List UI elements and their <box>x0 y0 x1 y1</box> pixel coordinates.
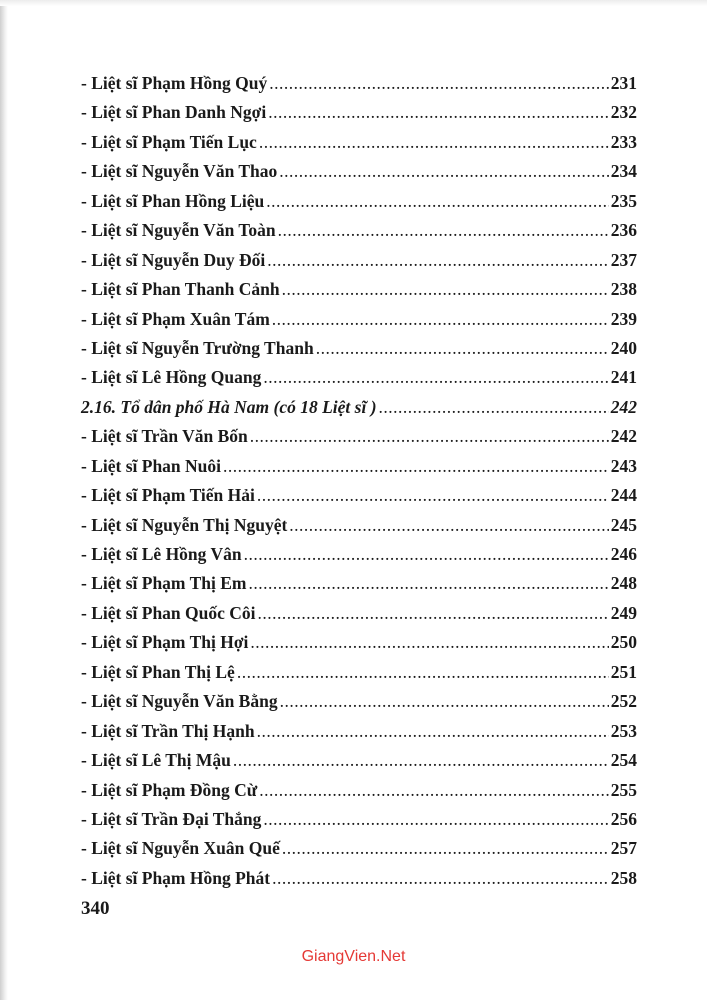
toc-entry <box>81 334 637 363</box>
toc-entry-label: - Liệt sĩ Phan Quốc Côi <box>81 602 256 623</box>
toc-entry-label: - Liệt sĩ Phạm Tiến Hải <box>81 485 255 506</box>
toc-section-heading <box>81 393 637 422</box>
toc-entry-page: 242 <box>610 396 637 417</box>
dot-leader <box>223 452 609 481</box>
toc-entry-page: 238 <box>610 279 637 300</box>
toc-entry-page: 243 <box>610 455 637 476</box>
toc-entry-page: 252 <box>610 691 637 712</box>
dot-leader <box>269 69 609 98</box>
dot-leader <box>289 511 608 540</box>
toc-entry-page: 254 <box>610 750 637 771</box>
toc-entry <box>81 128 637 157</box>
dot-leader <box>282 834 609 863</box>
toc-entry-page: 248 <box>610 573 637 594</box>
toc-entry-label: - Liệt sĩ Phan Hồng Liệu <box>81 190 265 211</box>
toc-entry-label: - Liệt sĩ Phạm Tiến Lục <box>81 131 257 152</box>
dot-leader <box>233 746 609 775</box>
dot-leader <box>279 157 608 186</box>
dot-leader <box>250 628 608 657</box>
toc-entry-page: 258 <box>610 867 637 888</box>
toc-entry-page: 245 <box>610 514 637 535</box>
toc-entry-page: 244 <box>610 485 637 506</box>
dot-leader <box>237 658 609 687</box>
toc-entry-page: 249 <box>610 602 637 623</box>
toc-entry-page: 255 <box>610 779 637 800</box>
dot-leader <box>278 216 609 245</box>
toc-entry-page: 231 <box>610 73 637 93</box>
toc-entry <box>81 305 637 334</box>
toc-entry-page: 242 <box>610 426 637 447</box>
toc-entry <box>81 569 637 598</box>
page-edge-shadow <box>0 0 8 1000</box>
dot-leader <box>257 481 609 510</box>
toc-entry <box>81 481 637 510</box>
toc-entry-page: 235 <box>610 190 637 211</box>
toc-entry <box>81 275 637 304</box>
page-number: 340 <box>81 898 110 919</box>
toc-entry <box>81 834 637 863</box>
toc-entry-page: 233 <box>610 131 637 152</box>
toc-entry <box>81 246 637 275</box>
dot-leader <box>272 864 609 893</box>
toc-entry <box>81 864 637 893</box>
toc-entry-label: - Liệt sĩ Nguyễn Trường Thanh <box>81 337 314 358</box>
dot-leader <box>248 569 608 598</box>
dot-leader <box>259 776 608 805</box>
toc-entry-label: - Liệt sĩ Phan Thanh Cảnh <box>81 279 280 300</box>
dot-leader <box>268 98 609 127</box>
toc-entry <box>81 511 637 540</box>
toc-entry-page: 241 <box>610 367 637 388</box>
toc-entry-label: - Liệt sĩ Phan Thị Lệ <box>81 661 235 682</box>
page-top-shadow <box>0 0 707 6</box>
toc-entry-label: - Liệt sĩ Phạm Xuân Tám <box>81 308 270 329</box>
toc-entry-label: - Liệt sĩ Phạm Hồng Quý <box>81 73 268 93</box>
toc-entry <box>81 187 637 216</box>
dot-leader <box>379 393 609 422</box>
dot-leader <box>267 246 609 275</box>
toc-entry-label: - Liệt sĩ Phạm Hồng Phát <box>81 867 271 888</box>
toc-entry-label: - Liệt sĩ Trần Đại Thắng <box>81 808 262 829</box>
toc-entry <box>81 805 637 834</box>
toc-entry <box>81 157 637 186</box>
toc-entry-page: 250 <box>610 632 637 653</box>
dot-leader <box>258 599 609 628</box>
toc-entry <box>81 687 637 716</box>
toc-entry-page: 236 <box>610 220 637 241</box>
toc-entry-label: - Liệt sĩ Trần Văn Bốn <box>81 426 248 447</box>
dot-leader <box>257 717 609 746</box>
toc-entry <box>81 776 637 805</box>
watermark-text: GiangVien.Net <box>301 948 406 965</box>
toc-entry-page: 253 <box>610 720 637 741</box>
dot-leader <box>266 187 608 216</box>
toc-entry <box>81 98 637 127</box>
dot-leader <box>250 422 609 451</box>
toc-entry-label: - Liệt sĩ Nguyễn Duy Đối <box>81 249 266 270</box>
dot-leader <box>263 363 608 392</box>
toc-entry-page: 251 <box>610 661 637 682</box>
toc-entry <box>81 658 637 687</box>
toc-entry-label: - Liệt sĩ Phạm Thị Hợi <box>81 632 249 653</box>
dot-leader <box>280 687 609 716</box>
dot-leader <box>272 305 609 334</box>
toc-entry-page: 246 <box>610 544 637 564</box>
toc-entry <box>81 216 637 245</box>
dot-leader <box>282 275 609 304</box>
toc-entry-label: - Liệt sĩ Nguyễn Văn Thao <box>81 161 278 182</box>
table-of-contents <box>81 69 637 893</box>
toc-entry-label: - Liệt sĩ Phan Danh Ngợi <box>81 102 267 123</box>
toc-entry <box>81 363 637 392</box>
toc-entry-page: 256 <box>610 808 637 829</box>
toc-entry-page: 240 <box>610 337 637 358</box>
toc-entry-label: - Liệt sĩ Nguyễn Văn Toàn <box>81 220 276 241</box>
toc-entry-page: 239 <box>610 308 637 329</box>
toc-entry-label: - Liệt sĩ Trần Thị Hạnh <box>81 720 255 741</box>
toc-entry <box>81 452 637 481</box>
toc-entry-label: - Liệt sĩ Lê Thị Mậu <box>81 750 231 771</box>
toc-entry-page: 232 <box>610 102 637 123</box>
toc-entry <box>81 422 637 451</box>
toc-entry <box>81 746 637 775</box>
toc-entry-label: - Liệt sĩ Nguyễn Xuân Quế <box>81 838 280 859</box>
toc-entry-label: - Liệt sĩ Lê Hồng Vân <box>81 544 242 564</box>
toc-entry-label: - Liệt sĩ Nguyễn Thị Nguyệt <box>81 514 288 535</box>
toc-entry-page: 257 <box>610 838 637 859</box>
toc-entry-page: 234 <box>610 161 637 182</box>
dot-leader <box>316 334 609 363</box>
toc-entry <box>81 69 637 98</box>
toc-entry-label: - Liệt sĩ Phạm Thị Em <box>81 573 247 594</box>
toc-entry-label: - Liệt sĩ Phan Nuôi <box>81 455 222 476</box>
toc-entry <box>81 540 637 569</box>
toc-entry <box>81 599 637 628</box>
toc-entry <box>81 717 637 746</box>
toc-entry-label: - Liệt sĩ Lê Hồng Quang <box>81 367 262 388</box>
toc-entry-label: - Liệt sĩ Nguyễn Văn Bằng <box>81 691 278 712</box>
toc-entry-label: - Liệt sĩ Phạm Đồng Cừ <box>81 779 258 800</box>
toc-entry-page: 237 <box>610 249 637 270</box>
dot-leader <box>259 128 609 157</box>
dot-leader <box>244 540 609 569</box>
toc-entry-label: 2.16. Tổ dân phố Hà Nam (có 18 Liệt sĩ ) <box>81 396 377 417</box>
toc-entry <box>81 628 637 657</box>
dot-leader <box>263 805 608 834</box>
